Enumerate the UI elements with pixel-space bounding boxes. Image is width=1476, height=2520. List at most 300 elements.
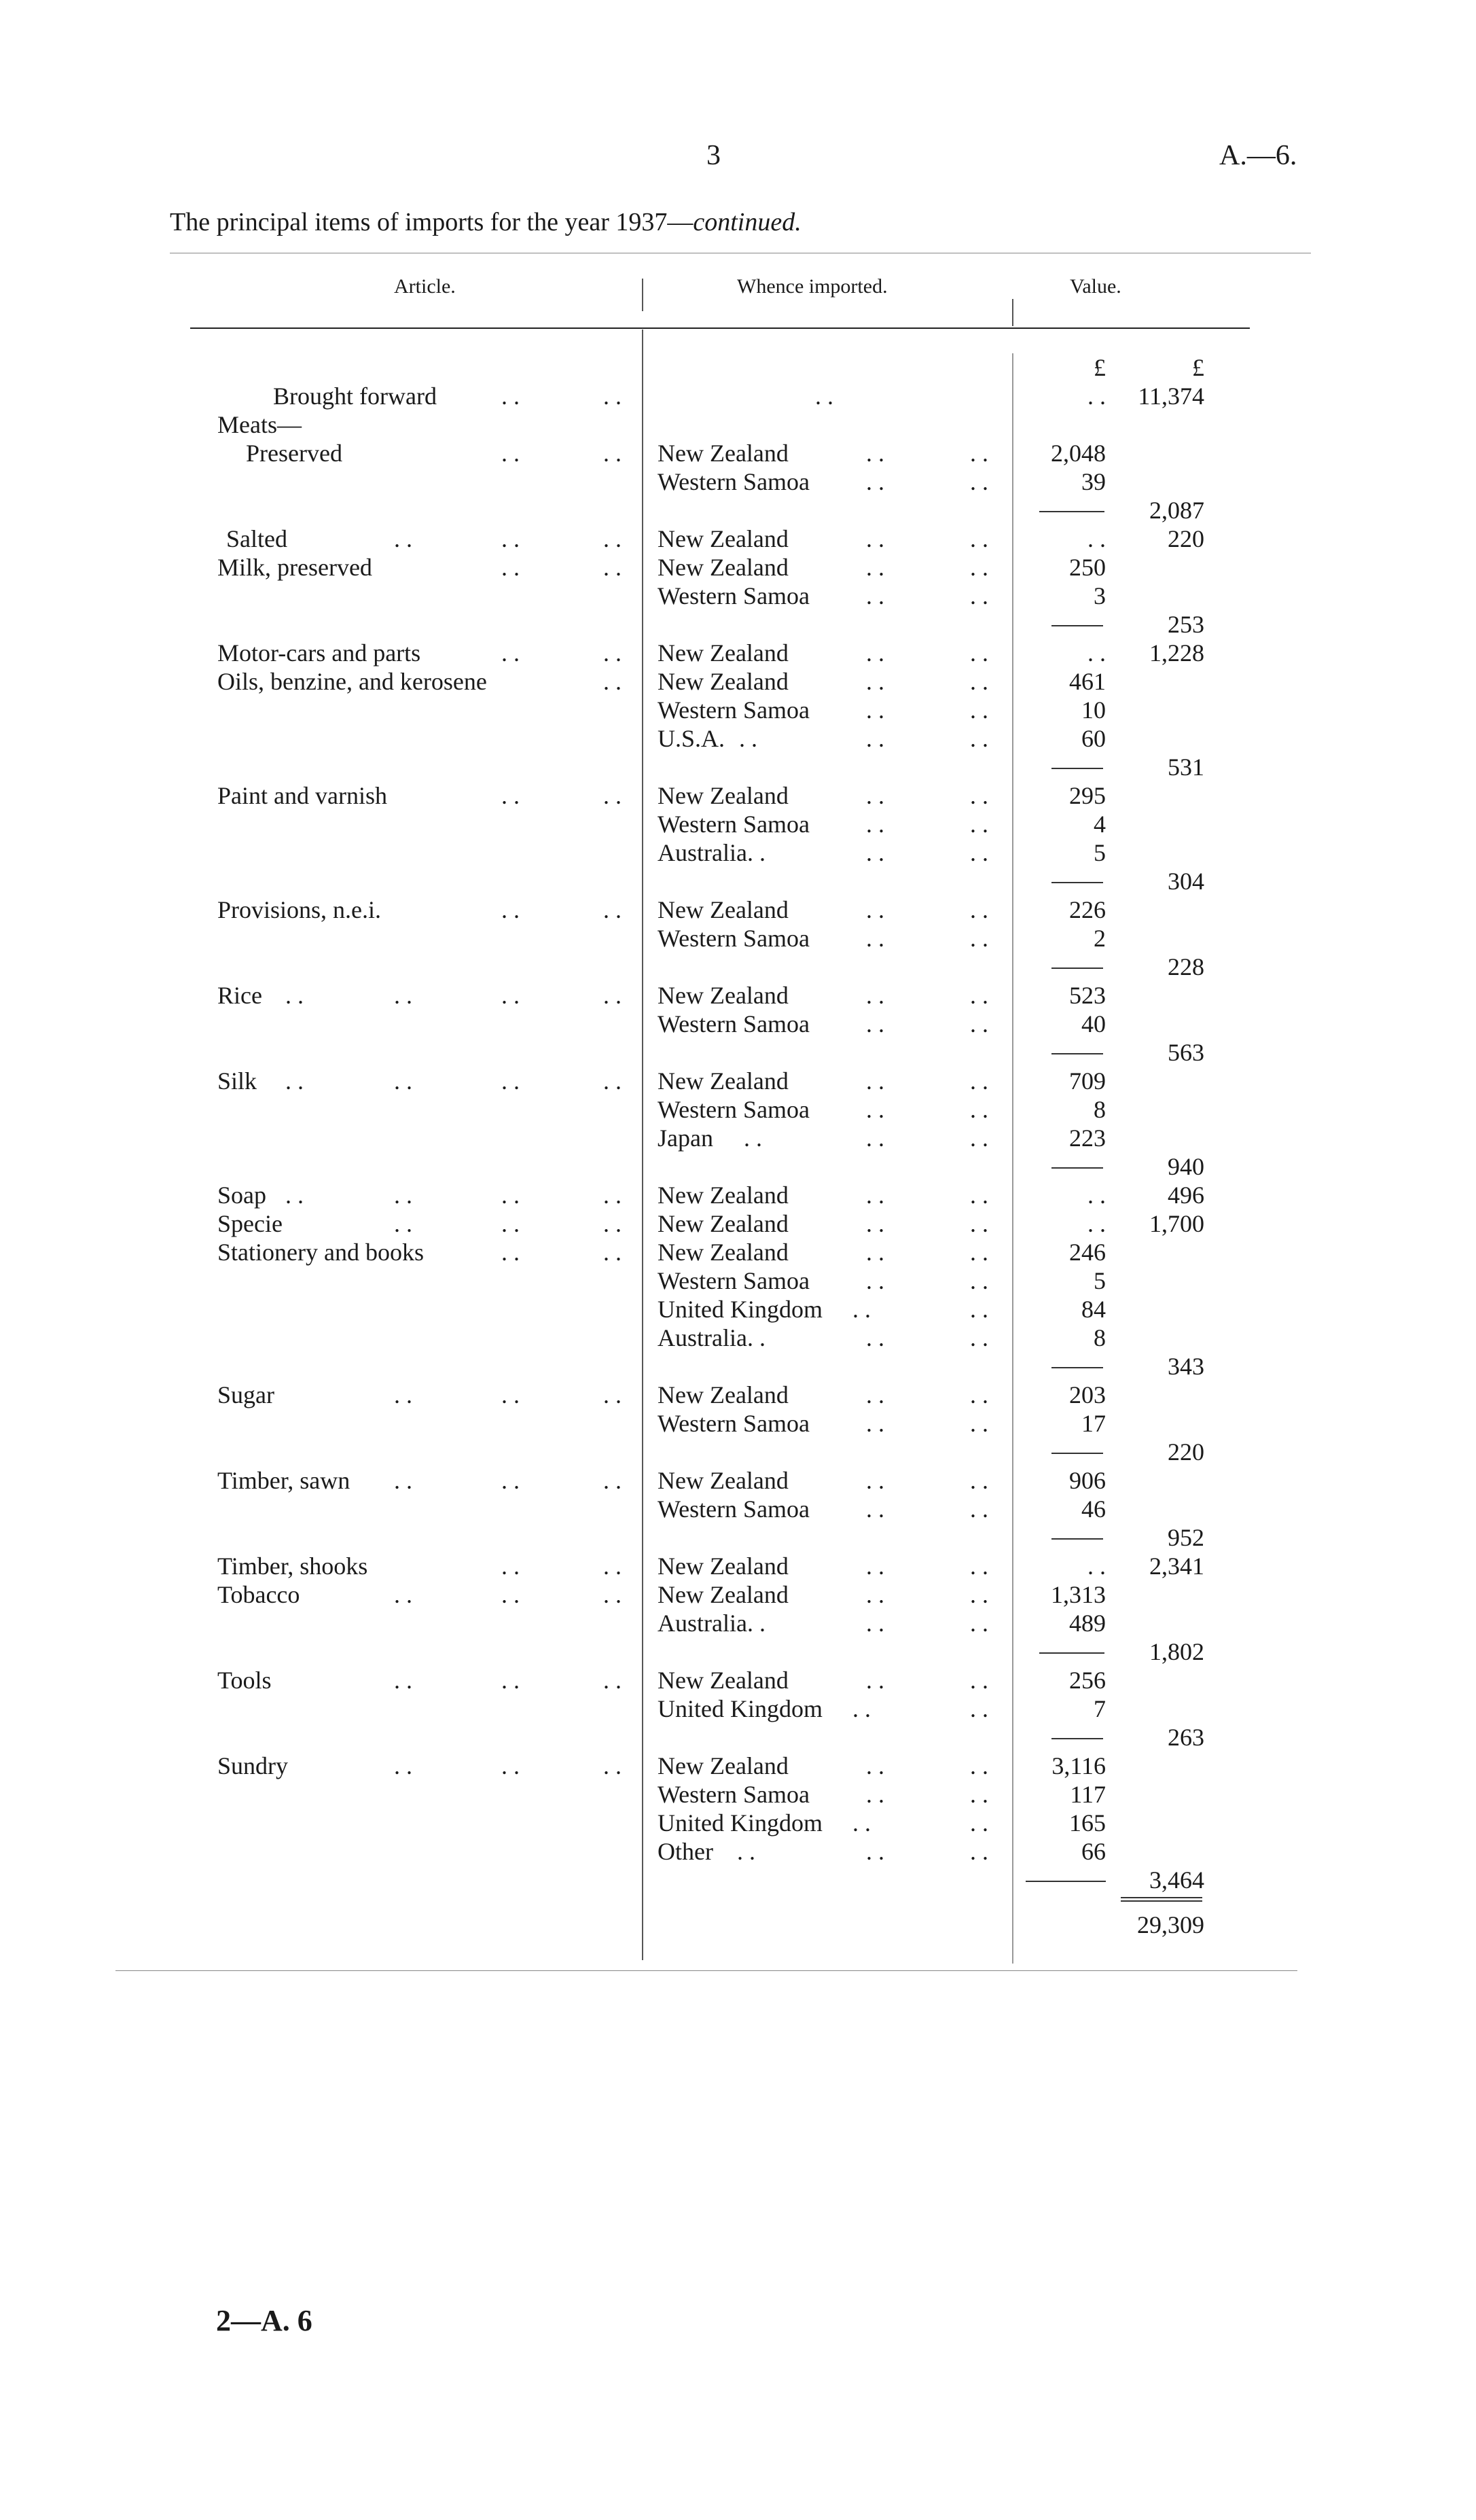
- source-country: Western Samoa: [658, 1267, 810, 1294]
- article-label: Timber, sawn: [217, 1467, 350, 1494]
- item-value: 5: [1094, 839, 1106, 866]
- leader-dots: . .: [1087, 383, 1106, 410]
- source-country: New Zealand: [658, 896, 789, 923]
- table-row: [0, 1752, 1476, 1780]
- leader-dots: . .: [970, 725, 988, 752]
- leader-dots: . .: [970, 1267, 988, 1294]
- table-row: [0, 924, 1476, 953]
- table-row: [0, 981, 1476, 1010]
- article-label: Tobacco: [217, 1581, 300, 1608]
- leader-dots: . .: [603, 1467, 622, 1494]
- source-country: U.S.A.: [658, 725, 725, 752]
- leader-dots: . .: [603, 896, 622, 923]
- article-label: Paint and varnish: [217, 782, 387, 809]
- leader-dots: . .: [394, 1581, 412, 1608]
- source-country: Western Samoa: [658, 1781, 810, 1808]
- leader-dots: . .: [603, 1067, 622, 1095]
- leader-dots: . .: [1087, 525, 1106, 552]
- subtotal-rule: [1051, 1053, 1103, 1054]
- item-value: 203: [1069, 1381, 1106, 1408]
- subtotal-rule: [1051, 1738, 1103, 1739]
- source-country: New Zealand: [658, 1752, 789, 1779]
- leader-dots: . .: [603, 383, 622, 410]
- leader-dots: . .: [866, 1381, 884, 1408]
- source-country: New Zealand: [658, 1239, 789, 1266]
- leader-dots: . .: [970, 925, 988, 952]
- leader-dots: . .: [970, 554, 988, 581]
- leader-dots: . .: [970, 1695, 988, 1722]
- article-label: Salted: [226, 525, 287, 552]
- item-value: 246: [1069, 1239, 1106, 1266]
- leader-dots: . .: [866, 725, 884, 752]
- source-country: New Zealand: [658, 668, 789, 695]
- source-country: New Zealand: [658, 525, 789, 552]
- item-value: 226: [1069, 896, 1106, 923]
- total-value: 1,802: [1149, 1638, 1204, 1665]
- leader-dots: . .: [394, 982, 412, 1009]
- item-value: 165: [1069, 1809, 1106, 1836]
- source-country: Western Samoa: [658, 925, 810, 952]
- leader-dots: . .: [501, 1210, 520, 1237]
- leader-dots: . .: [866, 582, 884, 609]
- subtotal-rule: [1039, 511, 1104, 512]
- item-value: 523: [1069, 982, 1106, 1009]
- table-row: [0, 525, 1476, 553]
- leader-dots: . .: [970, 1552, 988, 1580]
- leader-dots: . .: [394, 1467, 412, 1494]
- leader-dots: . .: [970, 1581, 988, 1608]
- table-row: [0, 1495, 1476, 1523]
- article-label: Oils, benzine, and kerosene: [217, 668, 487, 695]
- table-row: [0, 496, 1476, 525]
- leader-dots: . .: [866, 1495, 884, 1523]
- item-value: 84: [1081, 1296, 1106, 1323]
- subtotal-rule: [1051, 1453, 1103, 1454]
- table-row: [0, 1723, 1476, 1752]
- article-label: Silk: [217, 1067, 257, 1095]
- table-row: [0, 810, 1476, 838]
- leader-dots: . .: [603, 1381, 622, 1408]
- article-label: Brought forward: [273, 383, 437, 410]
- subtotal-rule: [1051, 625, 1103, 626]
- source-country: New Zealand: [658, 639, 789, 667]
- table-row: [0, 1438, 1476, 1466]
- table-row: [0, 1837, 1476, 1866]
- item-value: 8: [1094, 1096, 1106, 1123]
- table-row: [0, 1152, 1476, 1181]
- table-row: [0, 1409, 1476, 1438]
- leader-dots: . .: [866, 1467, 884, 1494]
- leader-dots: . .: [501, 554, 520, 581]
- leader-dots: . .: [866, 1552, 884, 1580]
- source-country: United Kingdom: [658, 1809, 823, 1836]
- leader-dots: . .: [852, 1695, 871, 1722]
- leader-dots: . .: [866, 1781, 884, 1808]
- leader-dots: . .: [970, 1210, 988, 1237]
- leader-dots: . .: [970, 440, 988, 467]
- leader-dots: . .: [852, 1809, 871, 1836]
- source-country: Australia. .: [658, 1610, 766, 1637]
- leader-dots: . .: [1087, 1210, 1106, 1237]
- leader-dots: . .: [501, 1182, 520, 1209]
- leader-dots: . .: [970, 1324, 988, 1351]
- table-row: [0, 1523, 1476, 1552]
- leader-dots: . .: [603, 668, 622, 695]
- total-value: 3,464: [1149, 1866, 1204, 1894]
- leader-dots: . .: [603, 982, 622, 1009]
- leader-dots: . .: [603, 440, 622, 467]
- leader-dots: . .: [501, 525, 520, 552]
- leader-dots: . .: [394, 1067, 412, 1095]
- leader-dots: . .: [970, 1781, 988, 1808]
- caption-continued: continued.: [693, 208, 802, 236]
- total-value: 228: [1168, 953, 1204, 980]
- leader-dots: . .: [866, 554, 884, 581]
- source-country: Western Samoa: [658, 1410, 810, 1437]
- leader-dots: . .: [501, 383, 520, 410]
- leader-dots: . .: [970, 1410, 988, 1437]
- leader-dots: . .: [1087, 639, 1106, 667]
- sheet-reference: 2—A. 6: [216, 2304, 312, 2337]
- total-value: 531: [1168, 753, 1204, 781]
- item-value: 906: [1069, 1467, 1106, 1494]
- leader-dots: . .: [866, 668, 884, 695]
- subtotal-rule: [1051, 882, 1103, 883]
- total-value: 304: [1168, 868, 1204, 895]
- article-label: Rice: [217, 982, 262, 1009]
- total-value: 940: [1168, 1153, 1204, 1180]
- leader-dots: . .: [744, 1124, 762, 1152]
- leader-dots: . .: [970, 896, 988, 923]
- leader-dots: . .: [866, 1096, 884, 1123]
- currency-row: [0, 353, 1476, 382]
- article-label: Tools: [217, 1667, 272, 1694]
- header-divider-1: [642, 279, 643, 311]
- leader-dots: . .: [394, 525, 412, 552]
- subtotal-rule: [1026, 1881, 1106, 1882]
- source-country: Western Samoa: [658, 468, 810, 495]
- article-label: Provisions, n.e.i.: [217, 896, 382, 923]
- source-country: Western Samoa: [658, 811, 810, 838]
- source-country: Australia. .: [658, 1324, 766, 1351]
- article-label: Motor-cars and parts: [217, 639, 421, 667]
- leader-dots: . .: [394, 1381, 412, 1408]
- table-row: [0, 1352, 1476, 1381]
- table-row: [0, 867, 1476, 895]
- leader-dots: . .: [970, 668, 988, 695]
- article-label: Stationery and books: [217, 1239, 424, 1266]
- article-label: Timber, shooks: [217, 1552, 368, 1580]
- grand-total-rule: [1121, 1897, 1202, 1898]
- leader-dots: . .: [603, 782, 622, 809]
- leader-dots: . .: [737, 1838, 755, 1865]
- leader-dots: . .: [603, 1182, 622, 1209]
- source-country: New Zealand: [658, 1182, 789, 1209]
- leader-dots: . .: [739, 725, 757, 752]
- table-row: [0, 582, 1476, 610]
- source-country: New Zealand: [658, 1067, 789, 1095]
- leader-dots: . .: [866, 1752, 884, 1779]
- item-value: 10: [1081, 696, 1106, 724]
- table-row: [0, 696, 1476, 724]
- leader-dots: . .: [970, 525, 988, 552]
- leader-dots: . .: [970, 1067, 988, 1095]
- leader-dots: . .: [603, 639, 622, 667]
- header-rule: [190, 327, 1250, 329]
- leader-dots: . .: [970, 468, 988, 495]
- leader-dots: . .: [501, 1752, 520, 1779]
- item-value: 1,313: [1051, 1581, 1106, 1608]
- table-row: [0, 553, 1476, 582]
- item-value: 8: [1094, 1324, 1106, 1351]
- leader-dots: . .: [866, 982, 884, 1009]
- article-label: Sugar: [217, 1381, 274, 1408]
- table-row: [0, 410, 1476, 439]
- total-value: 2,341: [1149, 1552, 1204, 1580]
- source-country: New Zealand: [658, 1667, 789, 1694]
- table-row: [0, 467, 1476, 496]
- leader-dots: . .: [970, 1752, 988, 1779]
- leader-dots: . .: [603, 1210, 622, 1237]
- article-label: Milk, preserved: [217, 554, 372, 581]
- leader-dots: . .: [1087, 1552, 1106, 1580]
- leader-dots: . .: [866, 1067, 884, 1095]
- leader-dots: . .: [970, 1610, 988, 1637]
- leader-dots: . .: [501, 782, 520, 809]
- item-value: 461: [1069, 668, 1106, 695]
- leader-dots: . .: [501, 1381, 520, 1408]
- table-row: [0, 1780, 1476, 1809]
- leader-dots: . .: [970, 1495, 988, 1523]
- leader-dots: . .: [970, 582, 988, 609]
- item-value: 60: [1081, 725, 1106, 752]
- leader-dots: . .: [970, 1296, 988, 1323]
- leader-dots: . .: [866, 1010, 884, 1037]
- leader-dots: . .: [285, 1067, 304, 1095]
- page-number: 3: [706, 140, 721, 171]
- table-row: [0, 1866, 1476, 1894]
- source-country: Western Samoa: [658, 582, 810, 609]
- table-row: [0, 1266, 1476, 1295]
- leader-dots: . .: [866, 1182, 884, 1209]
- table-row: [0, 1124, 1476, 1152]
- table-row: [0, 1809, 1476, 1837]
- table-row: [0, 1666, 1476, 1694]
- subtotal-rule: [1051, 1538, 1103, 1540]
- item-value: 40: [1081, 1010, 1106, 1037]
- leader-dots: . .: [1087, 1182, 1106, 1209]
- currency-symbol: £: [1192, 354, 1204, 381]
- leader-dots: . .: [866, 696, 884, 724]
- leader-dots: . .: [866, 1410, 884, 1437]
- leader-dots: . .: [970, 696, 988, 724]
- table-row: [0, 439, 1476, 467]
- total-value: 253: [1168, 611, 1204, 638]
- leader-dots: . .: [501, 896, 520, 923]
- source-country: New Zealand: [658, 1581, 789, 1608]
- leader-dots: . .: [285, 982, 304, 1009]
- source-country: United Kingdom: [658, 1296, 823, 1323]
- source-country: Other: [658, 1838, 713, 1865]
- header-divider-2: [1012, 299, 1013, 326]
- leader-dots: . .: [866, 1838, 884, 1865]
- total-value: 11,374: [1138, 383, 1204, 410]
- leader-dots: . .: [603, 554, 622, 581]
- leader-dots: . .: [866, 525, 884, 552]
- leader-dots: . .: [970, 1467, 988, 1494]
- leader-dots: . .: [866, 839, 884, 866]
- item-value: 250: [1069, 554, 1106, 581]
- source-country: Western Samoa: [658, 1495, 810, 1523]
- leader-dots: . .: [603, 1552, 622, 1580]
- table-row: [0, 753, 1476, 781]
- leader-dots: . .: [970, 782, 988, 809]
- source-country: New Zealand: [658, 1467, 789, 1494]
- leader-dots: . .: [970, 1182, 988, 1209]
- leader-dots: . .: [970, 982, 988, 1009]
- leader-dots: . .: [866, 782, 884, 809]
- item-value: 709: [1069, 1067, 1106, 1095]
- leader-dots: . .: [970, 1381, 988, 1408]
- leader-dots: . .: [866, 468, 884, 495]
- source-country: New Zealand: [658, 554, 789, 581]
- leader-dots: . .: [866, 811, 884, 838]
- table-row: [0, 1067, 1476, 1095]
- leader-dots: . .: [970, 1809, 988, 1836]
- total-value: 220: [1168, 525, 1204, 552]
- table-row: [0, 639, 1476, 667]
- subtotal-rule: [1051, 1367, 1103, 1368]
- leader-dots: . .: [970, 811, 988, 838]
- table-row: [0, 1694, 1476, 1723]
- leader-dots: . .: [866, 1324, 884, 1351]
- item-value: 17: [1081, 1410, 1106, 1437]
- table-row: [0, 1181, 1476, 1209]
- source-country: New Zealand: [658, 440, 789, 467]
- table-row: [0, 1038, 1476, 1067]
- table-row: [0, 382, 1476, 410]
- leader-dots: . .: [501, 1239, 520, 1266]
- leader-dots: . .: [970, 1010, 988, 1037]
- table-row: [0, 1295, 1476, 1324]
- leader-dots: . .: [970, 1124, 988, 1152]
- leader-dots: . .: [866, 1610, 884, 1637]
- leader-dots: . .: [970, 1838, 988, 1865]
- leader-dots: . .: [501, 1067, 520, 1095]
- item-value: 2: [1094, 925, 1106, 952]
- leader-dots: . .: [866, 1124, 884, 1152]
- leader-dots: . .: [866, 1210, 884, 1237]
- grand-total-rule: [1121, 1900, 1202, 1902]
- item-value: 46: [1081, 1495, 1106, 1523]
- subtotal-rule: [1051, 768, 1103, 769]
- table-row: [0, 1637, 1476, 1666]
- table-row: [0, 838, 1476, 867]
- table-row: [0, 1010, 1476, 1038]
- table-caption: [170, 207, 802, 237]
- item-value: 3: [1094, 582, 1106, 609]
- leader-dots: . .: [394, 1752, 412, 1779]
- leader-dots: . .: [970, 1096, 988, 1123]
- grand-total-value: 29,309: [1137, 1911, 1204, 1938]
- leader-dots: . .: [970, 1239, 988, 1266]
- leader-dots: . .: [603, 1752, 622, 1779]
- item-value: 3,116: [1051, 1752, 1106, 1779]
- leader-dots: . .: [603, 525, 622, 552]
- leader-dots: . .: [866, 1581, 884, 1608]
- leader-dots: . .: [970, 1667, 988, 1694]
- leader-dots: . .: [866, 896, 884, 923]
- column-header-whence: Whence imported.: [737, 275, 888, 298]
- leader-dots: . .: [866, 1239, 884, 1266]
- article-label: Preserved: [246, 440, 342, 467]
- table-row: [0, 1238, 1476, 1266]
- total-value: 263: [1168, 1724, 1204, 1751]
- leader-dots: . .: [501, 639, 520, 667]
- total-value: 1,228: [1149, 639, 1204, 667]
- source-country: New Zealand: [658, 782, 789, 809]
- leader-dots: . .: [394, 1667, 412, 1694]
- table-row: [0, 1095, 1476, 1124]
- caption-text: The principal items of imports for the year 1937—: [170, 208, 694, 236]
- table-row: [0, 1209, 1476, 1238]
- total-value: 1,700: [1149, 1210, 1204, 1237]
- source-country: New Zealand: [658, 1552, 789, 1580]
- leader-dots: . .: [866, 639, 884, 667]
- table-row: [0, 724, 1476, 753]
- leader-dots: . .: [394, 1210, 412, 1237]
- column-header-value: Value.: [1070, 275, 1121, 298]
- source-country: Western Samoa: [658, 696, 810, 724]
- leader-dots: . .: [501, 1581, 520, 1608]
- table-row: [0, 1609, 1476, 1637]
- leader-dots: . .: [970, 839, 988, 866]
- subtotal-rule: [1051, 1167, 1103, 1169]
- leader-dots: . .: [501, 1552, 520, 1580]
- leader-dots: . .: [285, 1182, 304, 1209]
- scan-rule-bottom: [115, 1970, 1297, 1971]
- item-value: 4: [1094, 811, 1106, 838]
- total-value: 220: [1168, 1438, 1204, 1466]
- table-row: [0, 1552, 1476, 1580]
- leader-dots: . .: [866, 440, 884, 467]
- source-country: New Zealand: [658, 1210, 789, 1237]
- article-label: Sundry: [217, 1752, 289, 1779]
- total-value: 563: [1168, 1039, 1204, 1066]
- table-row: [0, 895, 1476, 924]
- table-row: [0, 781, 1476, 810]
- source-country: Western Samoa: [658, 1010, 810, 1037]
- leader-dots: . .: [866, 1667, 884, 1694]
- leader-dots: . .: [501, 1467, 520, 1494]
- item-value: 5: [1094, 1267, 1106, 1294]
- item-value: 223: [1069, 1124, 1106, 1152]
- leader-dots: . .: [970, 639, 988, 667]
- leader-dots: . .: [501, 440, 520, 467]
- leader-dots: . .: [815, 383, 833, 410]
- total-value: 343: [1168, 1353, 1204, 1380]
- total-value: 952: [1168, 1524, 1204, 1551]
- total-value: 496: [1168, 1182, 1204, 1209]
- leader-dots: . .: [603, 1239, 622, 1266]
- source-country: United Kingdom: [658, 1695, 823, 1722]
- table-row: [0, 1580, 1476, 1609]
- currency-symbol: £: [1094, 354, 1106, 381]
- column-header-article: Article.: [394, 275, 456, 298]
- leader-dots: . .: [852, 1296, 871, 1323]
- source-country: Australia. .: [658, 839, 766, 866]
- article-label: Soap: [217, 1182, 266, 1209]
